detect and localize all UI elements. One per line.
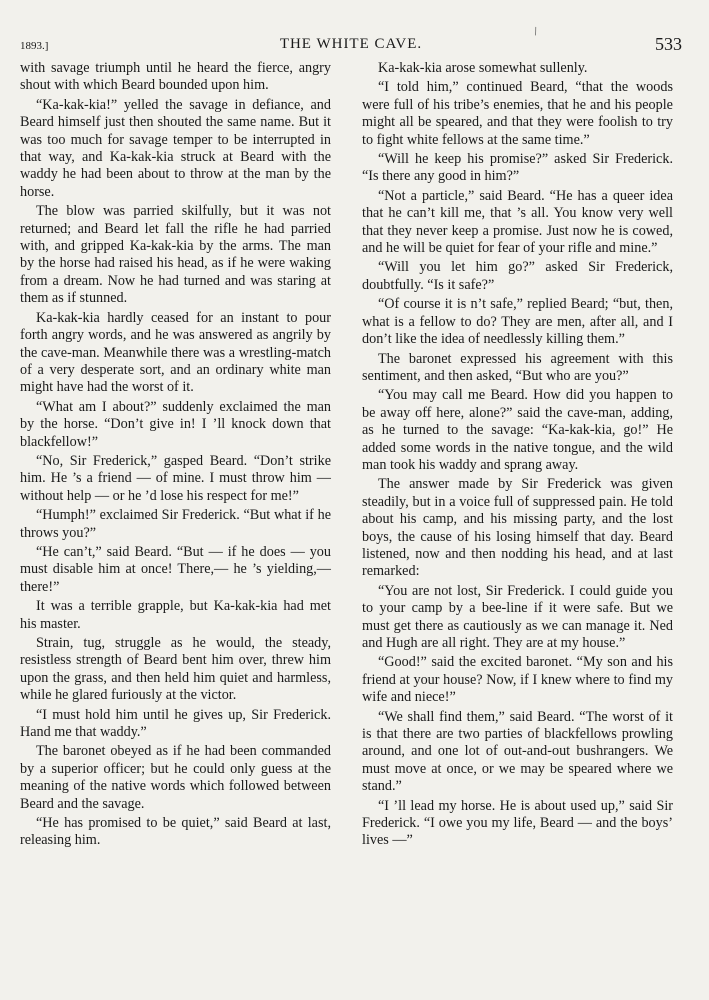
paragraph: The baronet expressed his agreement with this sentiment, and then asked, “But who are you?” [362,350,673,384]
paragraph: “Will you let him go?” asked Sir Frederick, doubtfully. “Is it safe?” [362,259,673,293]
paragraph: “Of course it is n’t safe,” replied Beard; “but, then, what is a fellow to do? They are men, after all, and I don’t like the idea of needlessly killing them.” [362,296,673,348]
paragraph: “He has promised to be quiet,” said Beard at last, releasing him. [20,815,331,849]
paragraph: “You are not lost, Sir Frederick. I could guide you to your camp by a bee-line if it were safe. But we must get there as cautiously as we can manage it. Ned and Hugh are all right. They are at my house.” [362,582,673,651]
paragraph: “No, Sir Frederick,” gasped Beard. “Don’t strike him. He ’s a friend — of mine. I must throw him — without help — or he ’d lose his respect for me!” [20,452,331,504]
paragraph: “I must hold him until he gives up, Sir Frederick. Hand me that waddy.” [20,706,331,741]
paragraph: Ka-kak-kia hardly ceased for an instant to pour forth angry words, and he was answered as angrily by the cave-man. Meanwhile there was a wrestling-match of a very desperate sort, and an ordinary white man might have had the worst of it. [20,309,331,396]
page-header [20,34,682,58]
paragraph: “Will he keep his promise?” asked Sir Frederick. “Is there any good in him?” [362,151,673,185]
right-text-column [362,60,673,852]
page-number: 533 [655,34,682,54]
paragraph: “Humph!” exclaimed Sir Frederick. “But what if he throws you?” [20,507,331,541]
paragraph: Ka-kak-kia arose somewhat sullenly. [378,60,588,76]
paragraph: Strain, tug, struggle as he would, the steady, resistless strength of Beard bent him over, threw him upon the grass, and then held him quiet and harmless, while he glared furiously at the victor. [20,635,331,704]
paragraph: “He can’t,” said Beard. “But — if he does — you must disable him at once! There,— he ’s yielding,— there!” [20,543,331,595]
header-year: 1893.] [20,40,49,52]
paragraph: with savage triumph until he heard the fierce, angry shout with which Beard bounded upon him. [20,60,331,94]
paragraph: The answer made by Sir Frederick was given steadily, but in a voice full of suppressed pain. He told about his camp, and his missing party, and the lost boys, the cause of his losing himself that day. Beard listened, now and then nodding his head, and at last remarked: [362,476,673,580]
paragraph: It was a terrible grapple, but Ka-kak-kia had met his master. [20,598,331,632]
stray-pen-mark: \ [531,23,540,39]
paragraph: “What am I about?” suddenly exclaimed the man by the horse. “Don’t give in! I ’ll knock down that blackfellow!” [20,398,331,450]
paragraph: “Not a particle,” said Beard. “He has a queer idea that he can’t kill me, that ’s all. You know very well that they never keep a promise. Just now he is cowed, and he will be quiet for fear of your rifle and mine.” [362,187,673,257]
paragraph: The blow was parried skilfully, but it was not returned; and Beard let fall the rifle he had parried with, and gripped Ka-kak-kia by the arms. The man by the horse had raised his head, as if he were waking from a dream. Now he had turned and was staring at them as if stunned. [20,203,331,307]
running-title: THE WHITE CAVE. [279,36,423,52]
paragraph: “We shall find them,” said Beard. “The worst of it is that there are two parties of blackfellows prowling around, and one lot of out-and-out bushrangers. We must move at once, or we may be speared where we stand.” [362,708,673,795]
paragraph: The baronet obeyed as if he had been commanded by a superior officer; but he could only guess at the meaning of the native words which followed between Beard and the savage. [20,743,331,812]
paragraph: “I told him,” continued Beard, “that the woods were full of his tribe’s enemies, that he and his people might all be speared, and that they were foolish to try to fight white fellows at the same time.” [362,79,673,148]
paragraph: “Ka-kak-kia!” yelled the savage in defiance, and Beard himself just then shouted the same name. But it was too much for savage temper to be interrupted in that way, and Ka-kak-kia struck at Beard with the waddy he had been about to throw at the man by the horse. [20,96,331,200]
paragraph: “Good!” said the excited baronet. “My son and his friend at your house? Now, if I knew where to find my wife and niece!” [362,654,673,706]
left-text-column [20,60,331,852]
paragraph: “You may call me Beard. How did you happen to be away off here, alone?” said the cave-man, adding, as he turned to the savage: “Ka-kak-kia, go!” He added some words in the native tongue, and the wild man took his waddy and sprang away. [362,387,673,473]
paragraph: “I ’ll lead my horse. He is about used up,” said Sir Frederick. “I owe you my life, Beard — and the boys’ lives —” [362,797,673,849]
